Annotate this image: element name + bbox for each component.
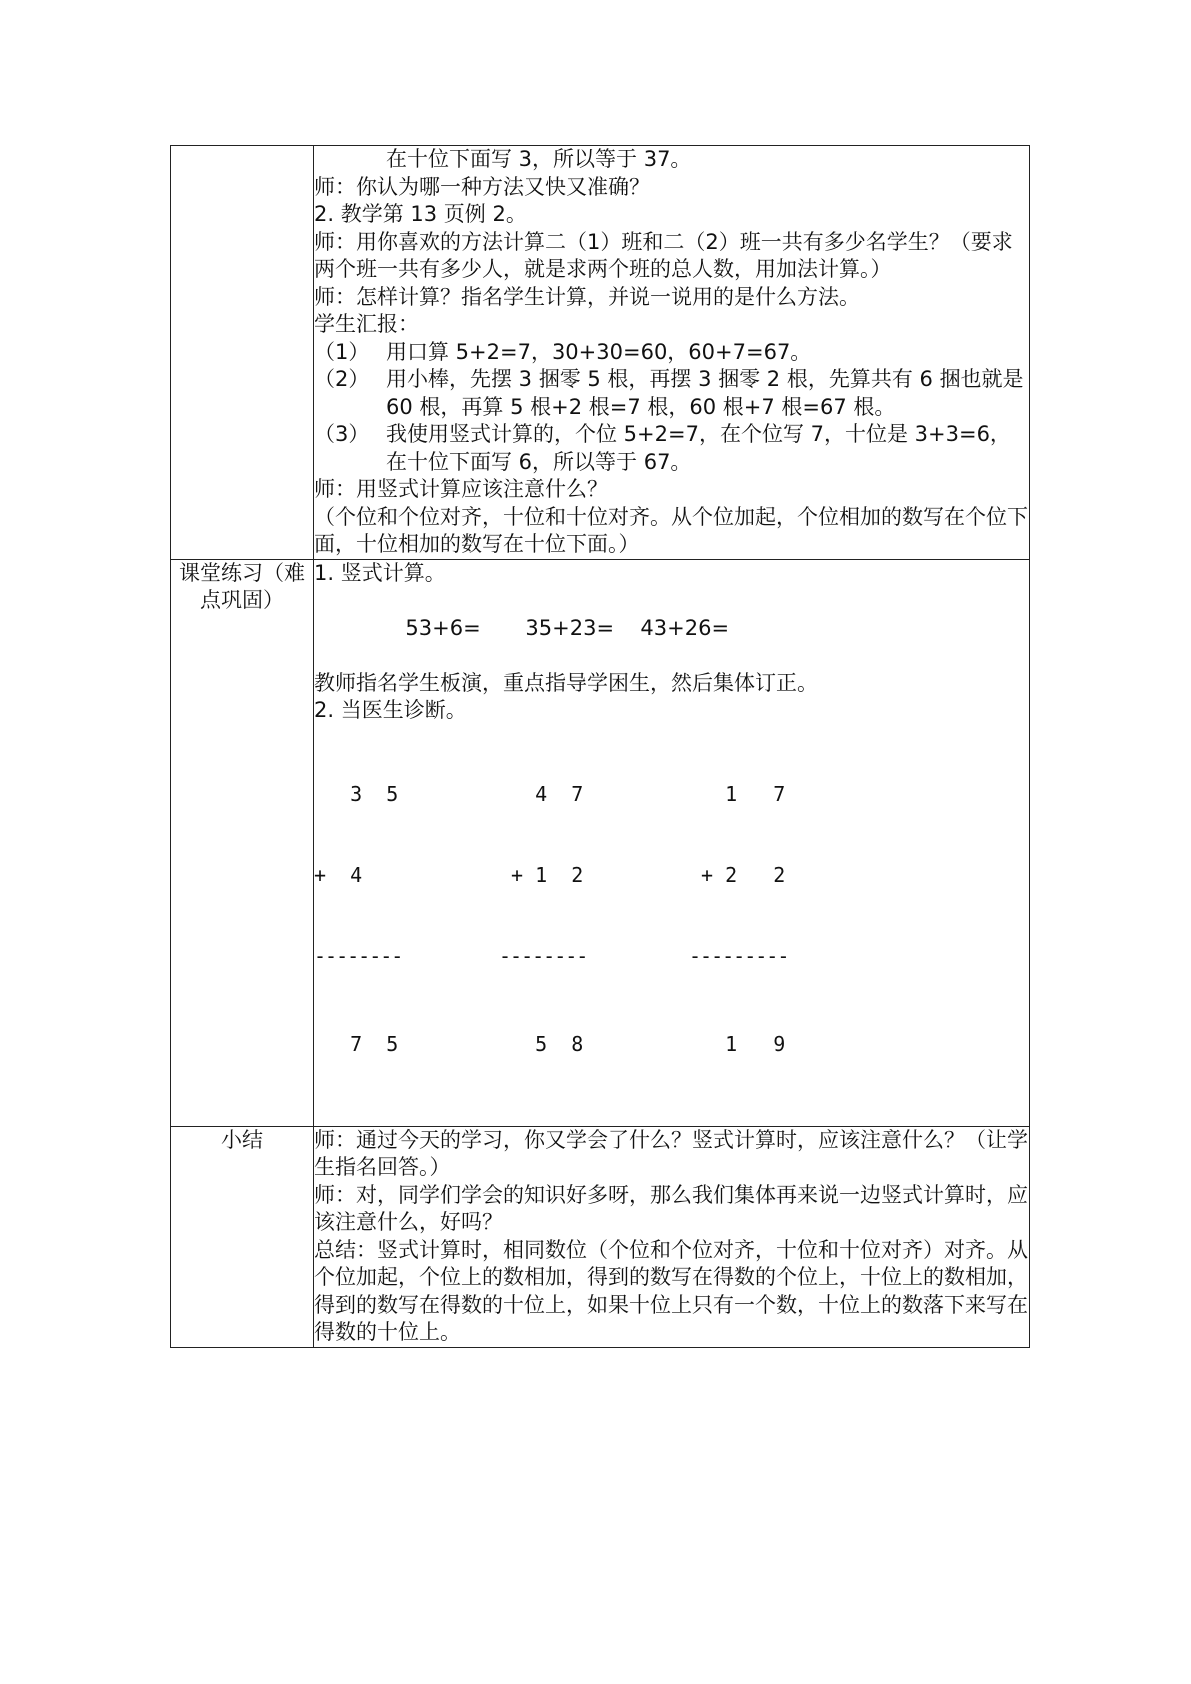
list-item-text: 用小棒，先摆 3 捆零 5 根，再摆 3 捆零 2 根，先算共有 6 捆也就是 60 根，再算 5 根+2 根=7 根，60 根+7 根=67 根。 — [386, 367, 1024, 419]
teacher-how-question: 师：怎样计算？指名学生计算，并说一说用的是什么方法。 — [314, 284, 860, 309]
list-item-text: 我使用竖式计算的，个位 5+2=7，在个位写 7，十位是 3+3=6，在十位下面写 6，所以等于 67。 — [386, 422, 1011, 474]
lesson-plan-table — [170, 145, 1030, 1348]
expression: 43+26= — [640, 615, 730, 640]
problem-rule: -------- — [499, 943, 588, 968]
problem-top: 3 5 — [314, 781, 399, 806]
list-item-text: 用口算 5+2=7，30+30=60，60+7=67。 — [386, 339, 812, 364]
list-item — [314, 421, 1029, 476]
vertical-addition-problem — [499, 727, 689, 1112]
list-item-number: （1） — [314, 339, 370, 364]
row-label-cell — [171, 146, 314, 560]
problem-top: 1 7 — [689, 781, 786, 806]
expression: 53+6= — [405, 615, 481, 640]
list-item-number: （2） — [314, 367, 370, 391]
practice-item-2: 2. 当医生诊断。 — [314, 698, 467, 722]
attention-answer: （个位和个位对齐，十位和十位对齐。从个位加起，个位相加的数写在个位下面，十位相加的数写在十位下面。） — [314, 504, 1028, 556]
diagnosis-problems — [314, 727, 1029, 1112]
summary-question-2: 师：对，同学们学会的知识好多呀，那么我们集体再来说一边竖式计算时，应该注意什么，好吗？ — [314, 1182, 1028, 1234]
continuation-line: 在十位下面写 3，所以等于 37。 — [386, 147, 692, 171]
problem-result: 5 8 — [499, 1031, 584, 1056]
summary-conclusion: 总结：竖式计算时，相同数位（个位和个位对齐，十位和十位对齐）对齐。从个位加起，个位上的数相加，得到的数写在得数的个位上，十位上的数相加，得到的数写在得数的十位上，如果十位上只有一个数，十位上的数落下来写在得数的十位上。 — [314, 1237, 1028, 1344]
summary-cell — [314, 1126, 1030, 1347]
table-row — [171, 559, 1030, 1126]
problem-addend: + 1 2 — [499, 862, 584, 887]
list-item — [314, 339, 1029, 367]
example-heading: 2. 教学第 13 页例 2。 — [314, 202, 527, 226]
list-item-number: （3） — [314, 422, 370, 446]
list-item — [314, 366, 1029, 421]
teaching-process-cell — [314, 146, 1030, 560]
expression: 35+23= — [525, 615, 615, 640]
table-row — [171, 146, 1030, 560]
row-label-cell: 课堂练习（难点巩固） — [171, 559, 314, 1126]
vertical-addition-problem — [314, 727, 499, 1112]
problem-result: 7 5 — [314, 1031, 399, 1056]
problem-addend: + 4 — [314, 862, 363, 887]
teacher-question-which: 师：你认为哪一种方法又快又准确？ — [314, 174, 650, 199]
row-label-cell: 小结 — [171, 1126, 314, 1347]
problem-addend: + 2 2 — [689, 862, 786, 887]
expression-row — [314, 587, 1029, 670]
teacher-task: 师：用你喜欢的方法计算二（1）班和二（2）班一共有多少名学生？（要求两个班一共有多少人，就是求两个班的总人数，用加法计算。） — [314, 229, 1013, 281]
board-instruction: 教师指名学生板演，重点指导学困生，然后集体订正。 — [314, 670, 818, 695]
practice-item-1: 1. 竖式计算。 — [314, 560, 446, 585]
attention-question: 师：用竖式计算应该注意什么？ — [314, 477, 608, 501]
practice-cell — [314, 559, 1030, 1126]
summary-question-1: 师：通过今天的学习，你又学会了什么？竖式计算时，应该注意什么？（让学生指名回答。） — [314, 1127, 1028, 1179]
student-report-label: 学生汇报： — [314, 312, 419, 336]
problem-top: 4 7 — [499, 781, 584, 806]
vertical-addition-problem — [689, 727, 809, 1112]
problem-rule: --------- — [689, 943, 789, 968]
problem-rule: -------- — [314, 943, 403, 968]
problem-result: 1 9 — [689, 1031, 786, 1056]
table-row — [171, 1126, 1030, 1347]
